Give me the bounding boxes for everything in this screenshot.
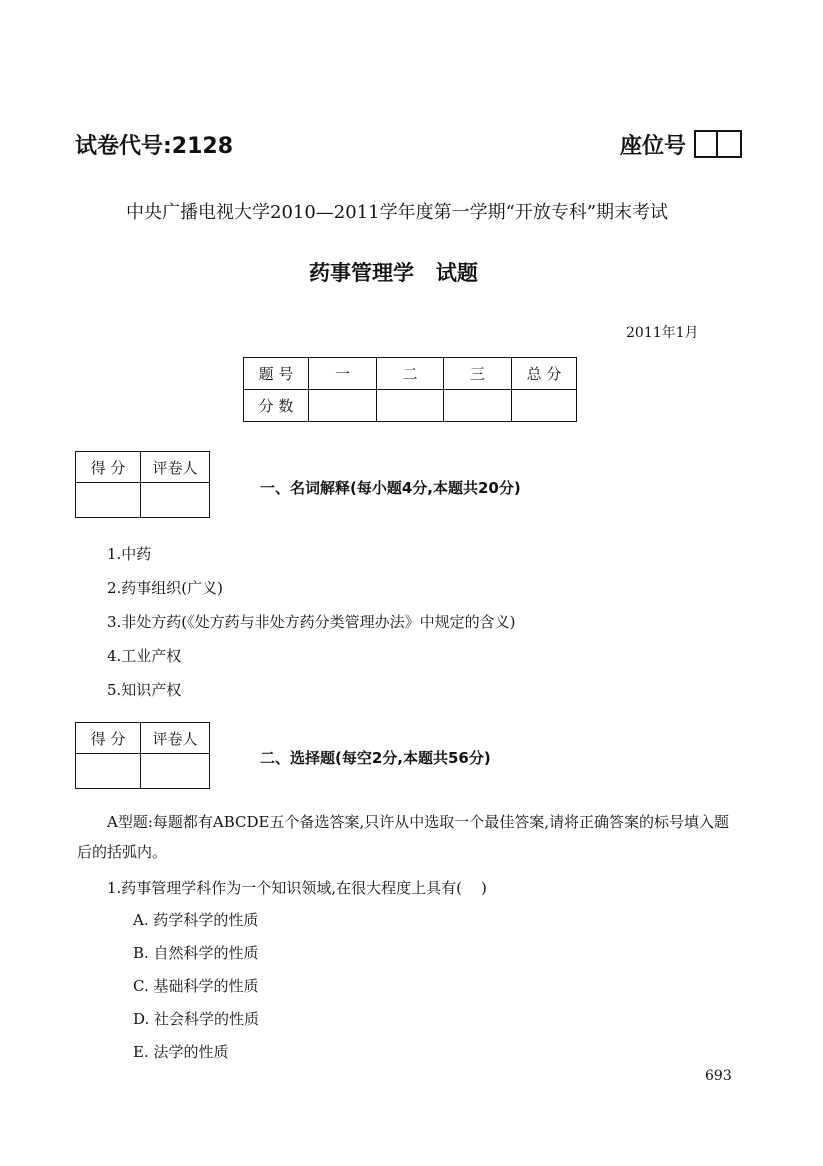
score-table-cell: 总 分 — [512, 358, 577, 390]
list-item: 2.药事组织(广义) — [107, 579, 224, 597]
score-table — [243, 357, 577, 422]
paper-title: 药事管理学 试题 — [309, 261, 478, 285]
grader-score-cell — [76, 483, 141, 518]
page-number: 693 — [705, 1068, 732, 1084]
answer-option: C. 基础科学的性质 — [133, 977, 259, 995]
grader-name-cell — [141, 483, 210, 518]
seat-box — [718, 130, 742, 158]
answer-option: A. 药学科学的性质 — [133, 911, 259, 929]
list-item: 1.中药 — [107, 545, 152, 563]
score-table-score-row — [244, 390, 577, 422]
grader-name-label: 评卷人 — [141, 452, 210, 483]
list-item: 4.工业产权 — [107, 647, 182, 665]
section-1-heading: 一、名词解释(每小题4分,本题共20分) — [260, 479, 521, 497]
grader-score-cell — [76, 754, 141, 789]
score-cell-empty — [377, 390, 444, 422]
question-stem: 1.药事管理学科作为一个知识领域,在很大程度上具有( ) — [107, 879, 487, 897]
answer-option: D. 社会科学的性质 — [133, 1010, 260, 1028]
grader-box — [75, 451, 210, 518]
seat-box — [694, 130, 718, 158]
seat-number-boxes — [694, 130, 742, 158]
list-item: 5.知识产权 — [107, 681, 182, 699]
exam-date: 2011年1月 — [626, 325, 699, 341]
grader-score-label: 得 分 — [76, 723, 141, 754]
grader-name-cell — [141, 754, 210, 789]
score-table-cell: 分 数 — [244, 390, 309, 422]
grader-box — [75, 722, 210, 789]
score-table-cell: 三 — [444, 358, 512, 390]
score-cell-empty — [444, 390, 512, 422]
score-table-cell: 题 号 — [244, 358, 309, 390]
score-cell-empty — [512, 390, 577, 422]
score-cell-empty — [309, 390, 377, 422]
list-item: 3.非处方药(《处方药与非处方药分类管理办法》中规定的含义) — [107, 613, 516, 631]
answer-option: E. 法学的性质 — [133, 1043, 229, 1061]
grader-name-label: 评卷人 — [141, 723, 210, 754]
section-2-heading: 二、选择题(每空2分,本题共56分) — [260, 749, 491, 767]
score-table-header-row — [244, 358, 577, 390]
seat-number-label: 座位号 — [620, 134, 687, 159]
score-table-cell: 二 — [377, 358, 444, 390]
exam-code: 试卷代号:2128 — [75, 134, 234, 159]
score-table-cell: 一 — [309, 358, 377, 390]
exam-header-line: 中央广播电视大学2010—2011学年度第一学期“开放专科”期末考试 — [126, 202, 669, 223]
section-2-instructions: A型题:每题都有ABCDE五个备选答案,只许从中选取一个最佳答案,请将正确答案的标号填入题后的括弧内。 — [77, 813, 730, 861]
answer-option: B. 自然科学的性质 — [133, 944, 259, 962]
grader-score-label: 得 分 — [76, 452, 141, 483]
